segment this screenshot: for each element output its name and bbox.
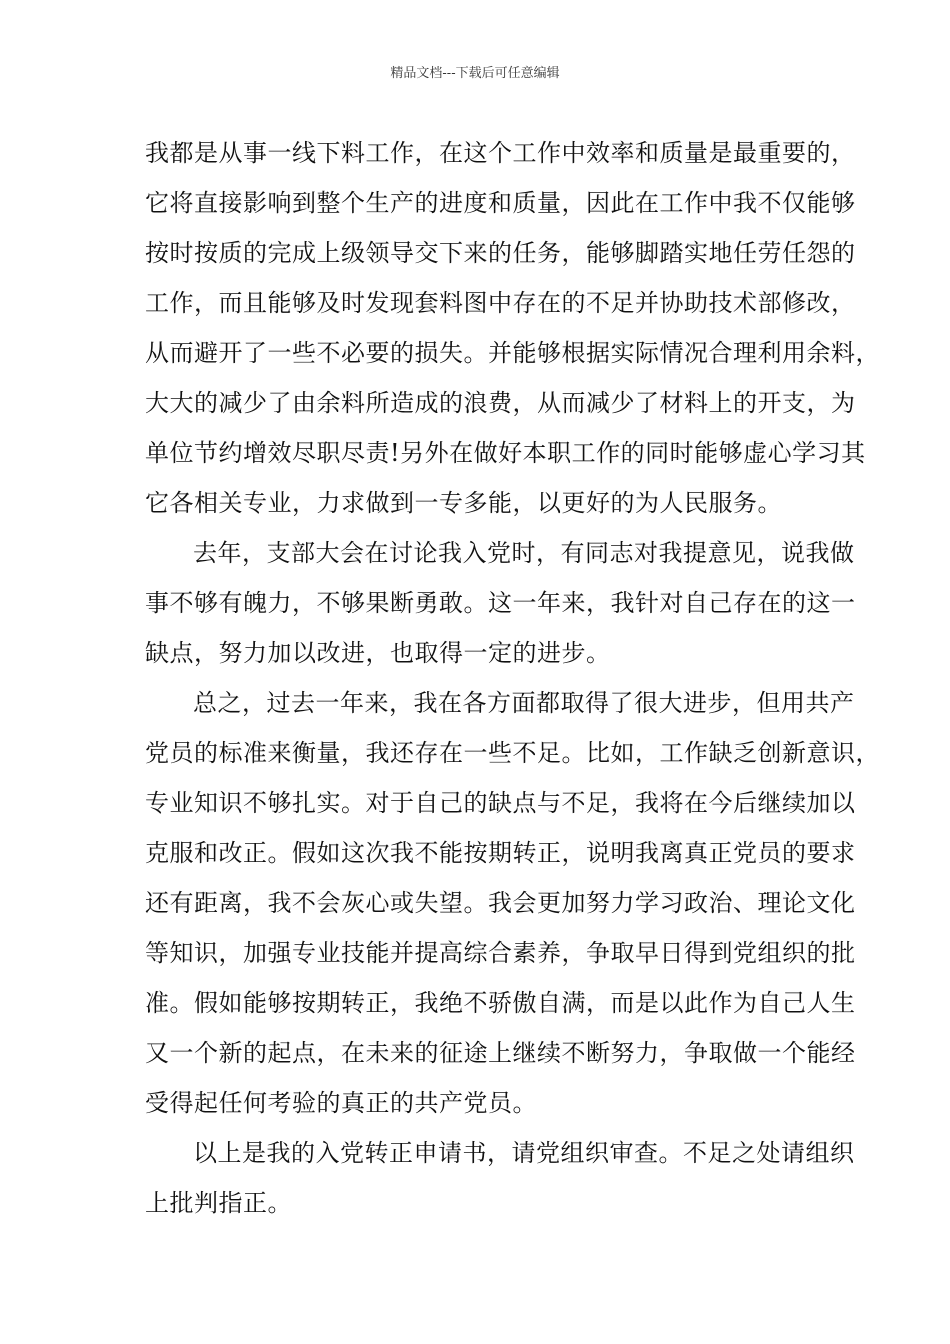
text-line: 缺点，努力加以改进，也取得一定的进步。 xyxy=(145,639,611,667)
page-header: 精品文档---下载后可任意编辑 xyxy=(390,66,560,81)
text-line: 又一个新的起点，在未来的征途上继续不断努力，争取做一个能经 xyxy=(145,1039,856,1067)
text-line: 我都是从事一线下料工作，在这个工作中效率和质量是最重要的， xyxy=(145,139,856,167)
text-line: 工作，而且能够及时发现套料图中存在的不足并协助技术部修改， xyxy=(145,289,856,317)
paragraph-start-line: 以上是我的入党转正申请书，请党组织审查。不足之处请组织 xyxy=(193,1139,855,1167)
text-line: 事不够有魄力，不够果断勇敢。这一年来，我针对自己存在的这一 xyxy=(145,589,856,617)
text-line: 单位节约增效尽职尽责!另外在做好本职工作的同时能够虚心学习其 xyxy=(145,439,866,467)
text-line: 准。假如能够按期转正，我绝不骄傲自满，而是以此作为自己人生 xyxy=(145,989,856,1017)
paragraph-start-line: 总之，过去一年来，我在各方面都取得了很大进步，但用共产 xyxy=(193,689,855,717)
document-body xyxy=(145,128,880,1228)
text-line: 专业知识不够扎实。对于自己的缺点与不足，我将在今后继续加以 xyxy=(145,789,856,817)
paragraph-start-line: 去年，支部大会在讨论我入党时，有同志对我提意见，说我做 xyxy=(193,539,855,567)
text-line: 它将直接影响到整个生产的进度和质量，因此在工作中我不仅能够 xyxy=(145,189,856,217)
text-line: 大大的减少了由余料所造成的浪费，从而减少了材料上的开支，为 xyxy=(145,389,856,417)
text-line: 从而避开了一些不必要的损失。并能够根据实际情况合理利用余料， xyxy=(145,339,880,367)
text-line: 受得起任何考验的真正的共产党员。 xyxy=(145,1089,537,1117)
text-line: 按时按质的完成上级领导交下来的任务，能够脚踏实地任劳任怨的 xyxy=(145,239,856,267)
text-line: 上批判指正。 xyxy=(145,1189,292,1217)
text-line: 克服和改正。假如这次我不能按期转正，说明我离真正党员的要求 xyxy=(145,839,856,867)
text-line: 党员的标准来衡量，我还存在一些不足。比如，工作缺乏创新意识， xyxy=(145,739,880,767)
text-line: 它各相关专业，力求做到一专多能，以更好的为人民服务。 xyxy=(145,489,782,517)
text-line: 还有距离，我不会灰心或失望。我会更加努力学习政治、理论文化 xyxy=(145,889,856,917)
text-line: 等知识，加强专业技能并提高综合素养，争取早日得到党组织的批 xyxy=(145,939,856,967)
